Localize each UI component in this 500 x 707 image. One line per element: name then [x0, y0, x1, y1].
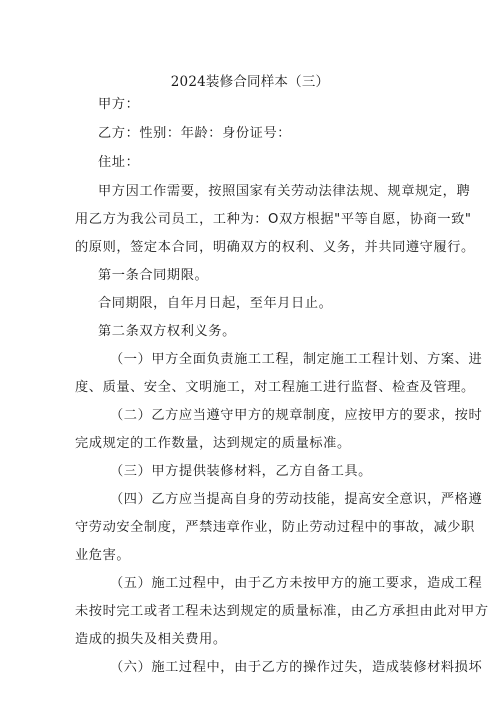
- paragraph-line: 合同期限，自年月日起，至年月日止。: [98, 296, 333, 311]
- article-heading: 第一条合同期限。: [98, 268, 209, 283]
- paragraph-line: 的原则，签定本合同，明确双方的权利、义务，并共同遵守履行。: [75, 240, 475, 255]
- document-title: 2024装修合同样本（三）: [170, 74, 330, 90]
- party-a-line: 甲方：: [98, 97, 140, 112]
- clause-line: 度、质量、安全、文明施工，对工程施工进行监督、检查及管理。: [75, 380, 475, 395]
- clause-line: 守劳动安全制度，严禁违章作业，防止劳动过程中的事故，减少职: [75, 520, 475, 535]
- clause-line: 未按时完工或者工程未达到规定的质量标准，由乙方承担由此对甲方: [75, 604, 489, 619]
- paragraph-line: 用乙方为我公司员工，工种为：O双方根据"平等自愿，协商一致": [75, 212, 472, 227]
- clause-line: 业危害。: [75, 548, 131, 563]
- clause-line: （一）甲方全面负责施工工程，制定施工工程计划、方案、进: [110, 352, 483, 367]
- clause-line: （二）乙方应当遵守甲方的规章制度，应按甲方的要求，按时: [110, 408, 483, 423]
- clause-line: 造成的损失及相关费用。: [75, 632, 227, 647]
- paragraph-line: 甲方因工作需要，按照国家有关劳动法律法规、规章规定，聘: [98, 184, 471, 199]
- clause-line: （三）甲方提供装修材料，乙方自备工具。: [110, 464, 372, 479]
- clause-line: 完成规定的工作数量，达到规定的质量标准。: [75, 436, 351, 451]
- clause-line: （四）乙方应当提高自身的劳动技能，提高安全意识，严格遵: [110, 492, 483, 507]
- clause-line: （六）施工过程中，由于乙方的操作过失，造成装修材料损坏: [110, 660, 483, 675]
- party-b-line: 乙方：性别：年龄：身份证号：: [98, 126, 292, 141]
- address-line: 住址：: [98, 155, 140, 170]
- article-heading: 第二条双方权利义务。: [98, 324, 236, 339]
- clause-line: （五）施工过程中，由于乙方未按甲方的施工要求，造成工程: [110, 576, 483, 591]
